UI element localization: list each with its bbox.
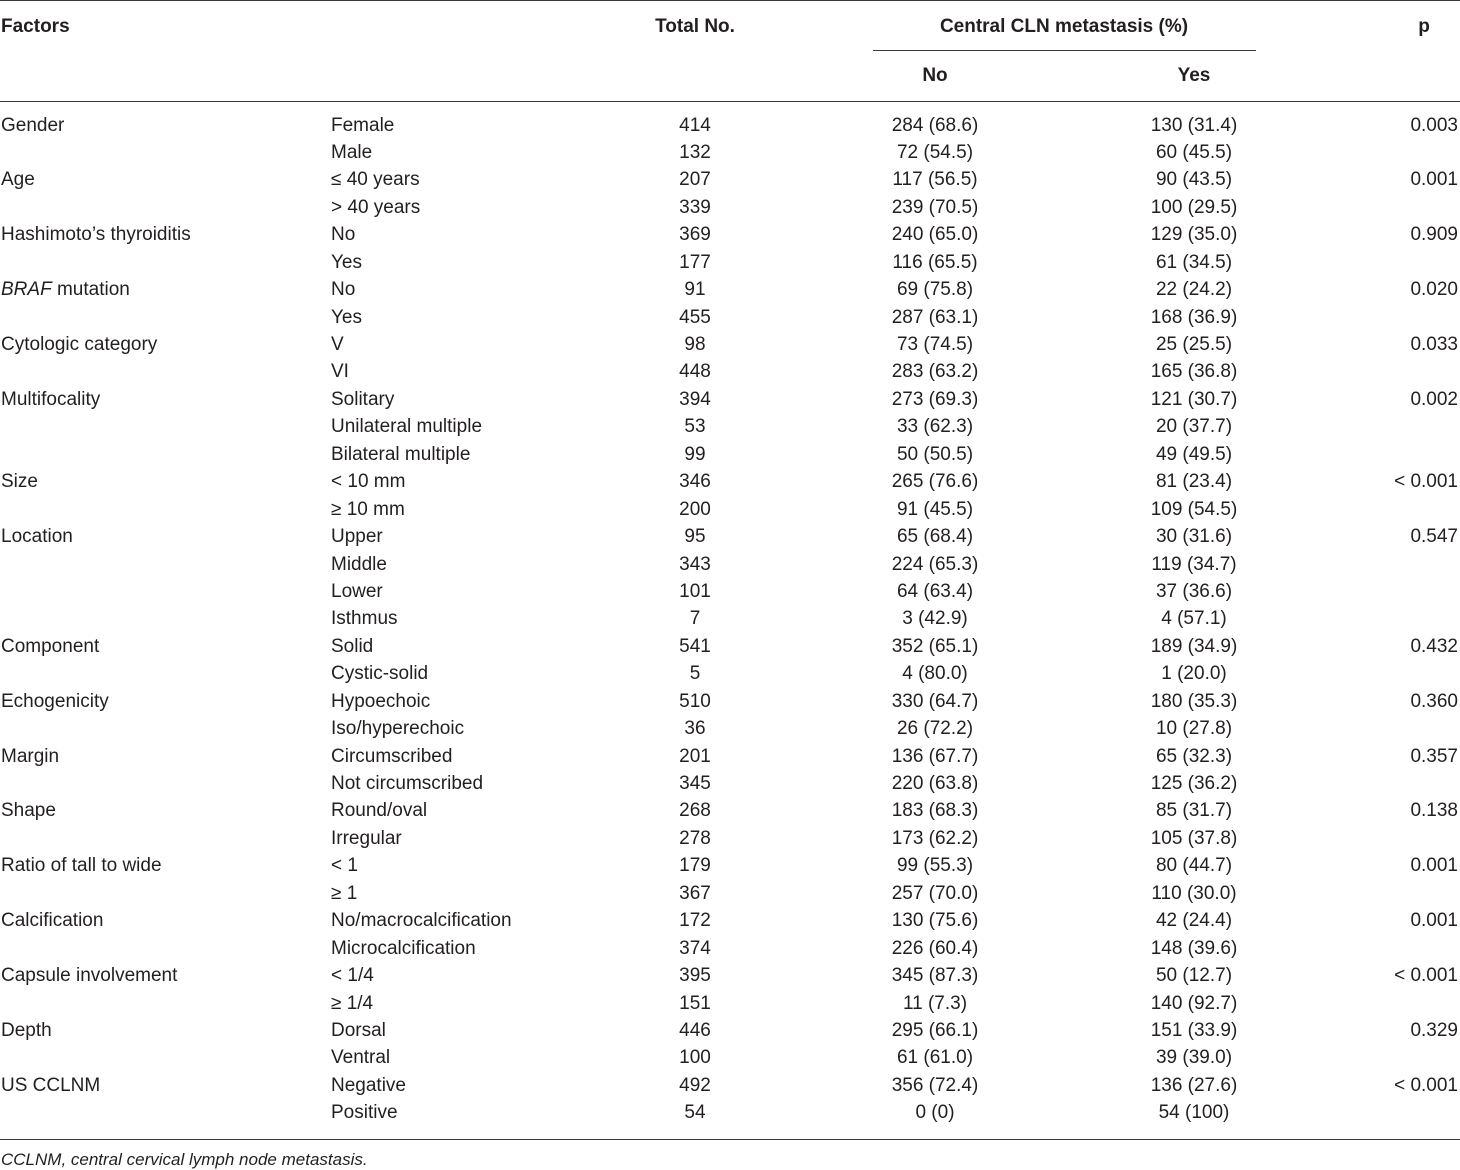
level-cell: Yes	[331, 306, 362, 328]
total-cell: 339	[679, 196, 711, 218]
table-row	[0, 523, 1460, 550]
table-bottom-rule	[0, 1139, 1460, 1140]
total-cell: 132	[679, 141, 711, 163]
no-metastasis-cell: 130 (75.6)	[891, 910, 979, 932]
total-cell: 395	[679, 965, 711, 987]
yes-metastasis-cell: 151 (33.9)	[1150, 1019, 1238, 1041]
header-central-cln-metastasis: Central CLN metastasis (%)	[939, 16, 1189, 37]
table-row	[0, 852, 1460, 879]
level-cell: Ventral	[331, 1047, 391, 1069]
level-cell: ≤ 40 years	[331, 169, 420, 191]
no-metastasis-cell: 287 (63.1)	[891, 306, 979, 328]
header-p-value: p	[1418, 16, 1430, 37]
level-cell: Upper	[331, 526, 383, 548]
factor-cell: Cytologic category	[1, 334, 158, 355]
factor-cell: Depth	[1, 1019, 52, 1041]
p-value-cell: < 0.001	[1394, 1074, 1458, 1096]
level-cell: Circumscribed	[331, 745, 453, 767]
level-cell: Round/oval	[331, 800, 428, 822]
total-cell: 177	[679, 251, 711, 273]
factor-cell: Margin	[1, 745, 60, 767]
factor-cell: Multifocality	[1, 388, 101, 410]
total-cell: 374	[679, 937, 711, 959]
factor-cell: US CCLNM	[1, 1074, 101, 1096]
total-cell: 343	[679, 553, 711, 575]
factor-cell: Age	[1, 169, 35, 191]
table-row	[0, 770, 1460, 797]
yes-metastasis-cell: 49 (49.5)	[1155, 443, 1233, 465]
level-cell: Male	[331, 141, 373, 163]
level-cell: ≥ 10 mm	[331, 498, 405, 520]
level-cell: Negative	[331, 1074, 406, 1096]
p-value-cell: 0.329	[1410, 1019, 1458, 1041]
level-cell: Hypoechoic	[331, 690, 431, 712]
total-cell: 54	[684, 1102, 706, 1124]
table-row	[0, 825, 1460, 852]
p-value-cell: 0.909	[1410, 224, 1458, 246]
no-metastasis-cell: 26 (72.2)	[896, 718, 974, 740]
p-value-cell: 0.003	[1410, 114, 1458, 136]
no-metastasis-cell: 69 (75.8)	[896, 279, 974, 301]
total-cell: 100	[679, 1047, 711, 1069]
level-cell: Iso/hyperechoic	[331, 718, 465, 740]
header-yes: Yes	[1177, 65, 1211, 86]
table-row	[0, 139, 1460, 166]
yes-metastasis-cell: 65 (32.3)	[1155, 745, 1233, 767]
no-metastasis-cell: 0 (0)	[915, 1102, 955, 1124]
yes-metastasis-cell: 136 (27.6)	[1150, 1074, 1238, 1096]
factor-cell: Calcification	[1, 910, 104, 932]
no-metastasis-cell: 224 (65.3)	[891, 553, 979, 575]
p-value-cell: 0.020	[1410, 279, 1458, 301]
factor-cell: Hashimoto’s thyroiditis	[1, 224, 191, 246]
no-metastasis-cell: 257 (70.0)	[891, 882, 979, 904]
total-cell: 95	[684, 526, 706, 548]
yes-metastasis-cell: 140 (92.7)	[1150, 992, 1238, 1014]
total-cell: 345	[679, 773, 711, 794]
factor-cell: Capsule involvement	[1, 965, 178, 987]
no-metastasis-cell: 65 (68.4)	[896, 526, 974, 548]
table-row	[0, 743, 1460, 770]
yes-metastasis-cell: 10 (27.8)	[1155, 718, 1233, 740]
table-row	[0, 386, 1460, 413]
no-metastasis-cell: 116 (65.5)	[892, 251, 978, 273]
table-row	[0, 578, 1460, 605]
yes-metastasis-cell: 129 (35.0)	[1150, 224, 1238, 246]
factor-cell: Gender	[1, 114, 65, 136]
no-metastasis-cell: 183 (68.3)	[891, 800, 979, 822]
no-metastasis-cell: 73 (74.5)	[896, 334, 974, 355]
yes-metastasis-cell: 80 (44.7)	[1155, 855, 1233, 877]
level-cell: < 1	[331, 855, 358, 877]
table-row	[0, 633, 1460, 660]
yes-metastasis-cell: 42 (24.4)	[1155, 910, 1233, 932]
table-body	[0, 112, 1460, 1127]
table-row	[0, 304, 1460, 331]
level-cell: Middle	[331, 553, 387, 575]
yes-metastasis-cell: 61 (34.5)	[1155, 251, 1233, 273]
factor-suffix: mutation	[51, 279, 130, 301]
no-metastasis-cell: 239 (70.5)	[891, 196, 979, 218]
level-cell: Lower	[331, 580, 383, 602]
table-row	[0, 688, 1460, 715]
yes-metastasis-cell: 125 (36.2)	[1150, 773, 1238, 794]
yes-metastasis-cell: 110 (30.0)	[1151, 882, 1237, 904]
yes-metastasis-cell: 168 (36.9)	[1150, 306, 1238, 328]
no-metastasis-cell: 4 (80.0)	[902, 663, 968, 685]
level-cell: Irregular	[331, 827, 402, 849]
header-bottom-rule	[0, 101, 1460, 102]
level-cell: < 10 mm	[331, 471, 406, 493]
level-cell: Not circumscribed	[331, 773, 484, 794]
yes-metastasis-cell: 100 (29.5)	[1150, 196, 1238, 218]
no-metastasis-cell: 91 (45.5)	[896, 498, 974, 520]
factor-cell: Component	[1, 635, 100, 657]
total-cell: 369	[679, 224, 711, 246]
level-cell: VI	[331, 361, 349, 383]
level-cell: Positive	[331, 1102, 398, 1124]
table-row	[0, 605, 1460, 632]
no-metastasis-cell: 273 (69.3)	[891, 388, 979, 410]
level-cell: Solid	[331, 635, 374, 657]
no-metastasis-cell: 330 (64.7)	[891, 690, 979, 712]
no-metastasis-cell: 117 (56.5)	[892, 169, 978, 191]
no-metastasis-cell: 356 (72.4)	[891, 1074, 979, 1096]
total-cell: 346	[679, 471, 711, 493]
level-cell: Solitary	[331, 388, 395, 410]
yes-metastasis-cell: 39 (39.0)	[1155, 1047, 1233, 1069]
table-row	[0, 249, 1460, 276]
table-row	[0, 935, 1460, 962]
total-cell: 541	[679, 635, 711, 657]
table-row	[0, 880, 1460, 907]
factor-cell: Size	[1, 471, 38, 493]
yes-metastasis-cell: 90 (43.5)	[1155, 169, 1233, 191]
table-row	[0, 413, 1460, 440]
header-factors: Factors	[1, 16, 70, 37]
yes-metastasis-cell: 50 (12.7)	[1155, 965, 1233, 987]
yes-metastasis-cell: 121 (30.7)	[1150, 388, 1238, 410]
level-cell: No	[331, 224, 356, 246]
no-metastasis-cell: 3 (42.9)	[902, 608, 968, 630]
total-cell: 448	[679, 361, 711, 383]
table-row	[0, 441, 1460, 468]
total-cell: 36	[684, 718, 706, 740]
level-cell: Cystic-solid	[331, 663, 429, 685]
factor-cell	[1, 276, 130, 303]
level-cell: No/macrocalcification	[331, 910, 512, 932]
total-cell: 99	[684, 443, 706, 465]
factor-cell: Location	[1, 526, 73, 548]
no-metastasis-cell: 345 (87.3)	[891, 965, 979, 987]
p-value-cell: 0.432	[1410, 635, 1458, 657]
total-cell: 7	[689, 608, 701, 630]
total-cell: 151	[679, 992, 711, 1014]
yes-metastasis-cell: 165 (36.8)	[1150, 361, 1238, 383]
table-row	[0, 468, 1460, 495]
no-metastasis-cell: 352 (65.1)	[891, 635, 979, 657]
table-top-rule	[0, 0, 1460, 1]
no-metastasis-cell: 226 (60.4)	[891, 937, 979, 959]
level-cell: > 40 years	[331, 196, 421, 218]
total-cell: 492	[679, 1074, 711, 1096]
p-value-cell: 0.001	[1410, 169, 1458, 191]
p-value-cell: 0.357	[1410, 745, 1458, 767]
p-value-cell: 0.138	[1410, 800, 1458, 822]
total-cell: 268	[679, 800, 711, 822]
total-cell: 414	[679, 114, 711, 136]
no-metastasis-cell: 265 (76.6)	[891, 471, 979, 493]
table-row	[0, 112, 1460, 139]
total-cell: 278	[679, 827, 711, 849]
yes-metastasis-cell: 30 (31.6)	[1155, 526, 1233, 548]
no-metastasis-cell: 50 (50.5)	[896, 443, 974, 465]
no-metastasis-cell: 240 (65.0)	[891, 224, 979, 246]
table-row	[0, 221, 1460, 248]
table-row	[0, 990, 1460, 1017]
no-metastasis-cell: 283 (63.2)	[891, 361, 979, 383]
table-row	[0, 1044, 1460, 1071]
p-value-cell: 0.001	[1410, 855, 1458, 877]
yes-metastasis-cell: 109 (54.5)	[1150, 498, 1238, 520]
p-value-cell: 0.033	[1410, 334, 1458, 355]
total-cell: 367	[679, 882, 711, 904]
yes-metastasis-cell: 4 (57.1)	[1161, 608, 1227, 630]
no-metastasis-cell: 220 (63.8)	[891, 773, 979, 794]
table-row	[0, 1017, 1460, 1044]
no-metastasis-cell: 284 (68.6)	[891, 114, 979, 136]
no-metastasis-cell: 11 (7.3)	[902, 992, 968, 1014]
table-row	[0, 1072, 1460, 1099]
table-row	[0, 551, 1460, 578]
table-row	[0, 1099, 1460, 1126]
level-cell: ≥ 1/4	[331, 992, 374, 1014]
no-metastasis-cell: 136 (67.7)	[891, 745, 979, 767]
total-cell: 5	[689, 663, 701, 685]
level-cell: Yes	[331, 251, 362, 273]
total-cell: 101	[679, 580, 711, 602]
total-cell: 207	[679, 169, 711, 191]
header-no: No	[922, 65, 948, 86]
level-cell: Isthmus	[331, 608, 398, 630]
yes-metastasis-cell: 180 (35.3)	[1150, 690, 1238, 712]
p-value-cell: 0.360	[1410, 690, 1458, 712]
factor-cell: Echogenicity	[1, 690, 109, 712]
yes-metastasis-cell: 25 (25.5)	[1155, 334, 1233, 355]
table-footnote: CCLNM, central cervical lymph node metastasis.	[1, 1150, 368, 1169]
level-cell: < 1/4	[331, 965, 374, 987]
level-cell: ≥ 1	[331, 882, 358, 904]
no-metastasis-cell: 33 (62.3)	[896, 416, 974, 438]
table-row	[0, 166, 1460, 193]
table-row	[0, 962, 1460, 989]
level-cell: Female	[331, 114, 395, 136]
yes-metastasis-cell: 85 (31.7)	[1155, 800, 1233, 822]
table-row	[0, 276, 1460, 303]
factor-cell: Shape	[1, 800, 56, 822]
yes-metastasis-cell: 20 (37.7)	[1155, 416, 1233, 438]
level-cell: Dorsal	[331, 1019, 386, 1041]
total-cell: 91	[684, 279, 706, 301]
p-value-cell: 0.547	[1410, 526, 1458, 548]
factor-gene-name: BRAF	[1, 279, 52, 301]
table-row	[0, 496, 1460, 523]
p-value-cell: < 0.001	[1394, 965, 1458, 987]
yes-metastasis-cell: 189 (34.9)	[1150, 635, 1238, 657]
yes-metastasis-cell: 1 (20.0)	[1161, 663, 1227, 685]
total-cell: 201	[679, 745, 711, 767]
level-cell: No	[331, 279, 356, 301]
no-metastasis-cell: 99 (55.3)	[896, 855, 974, 877]
table-row	[0, 331, 1460, 358]
no-metastasis-cell: 173 (62.2)	[891, 827, 979, 849]
table-row	[0, 907, 1460, 934]
no-metastasis-cell: 61 (61.0)	[896, 1047, 974, 1069]
p-value-cell: 0.002	[1410, 388, 1458, 410]
total-cell: 53	[684, 416, 706, 438]
total-cell: 394	[679, 388, 711, 410]
no-metastasis-cell: 64 (63.4)	[896, 580, 974, 602]
table-row	[0, 358, 1460, 385]
p-value-cell: < 0.001	[1394, 471, 1458, 493]
yes-metastasis-cell: 105 (37.8)	[1150, 827, 1238, 849]
total-cell: 446	[679, 1019, 711, 1041]
total-cell: 172	[679, 910, 711, 932]
table-row	[0, 660, 1460, 687]
yes-metastasis-cell: 81 (23.4)	[1155, 471, 1233, 493]
p-value-cell: 0.001	[1410, 910, 1458, 932]
header-total: Total No.	[655, 16, 735, 37]
table-row	[0, 194, 1460, 221]
total-cell: 200	[679, 498, 711, 520]
level-cell: Microcalcification	[331, 937, 476, 959]
table-row	[0, 715, 1460, 742]
yes-metastasis-cell: 119 (34.7)	[1151, 553, 1237, 575]
yes-metastasis-cell: 130 (31.4)	[1150, 114, 1238, 136]
no-metastasis-cell: 72 (54.5)	[896, 141, 974, 163]
level-cell: V	[331, 334, 344, 355]
yes-metastasis-cell: 37 (36.6)	[1155, 580, 1233, 602]
total-cell: 510	[679, 690, 711, 712]
yes-metastasis-cell: 60 (45.5)	[1155, 141, 1233, 163]
total-cell: 455	[679, 306, 711, 328]
header-group-rule	[873, 50, 1256, 51]
yes-metastasis-cell: 22 (24.2)	[1155, 279, 1233, 301]
table-row	[0, 797, 1460, 824]
yes-metastasis-cell: 54 (100)	[1158, 1102, 1230, 1124]
total-cell: 98	[684, 334, 706, 355]
total-cell: 179	[679, 855, 711, 877]
factor-cell: Ratio of tall to wide	[1, 855, 162, 877]
yes-metastasis-cell: 148 (39.6)	[1150, 937, 1238, 959]
no-metastasis-cell: 295 (66.1)	[891, 1019, 979, 1041]
level-cell: Bilateral multiple	[331, 443, 471, 465]
level-cell: Unilateral multiple	[331, 416, 483, 438]
